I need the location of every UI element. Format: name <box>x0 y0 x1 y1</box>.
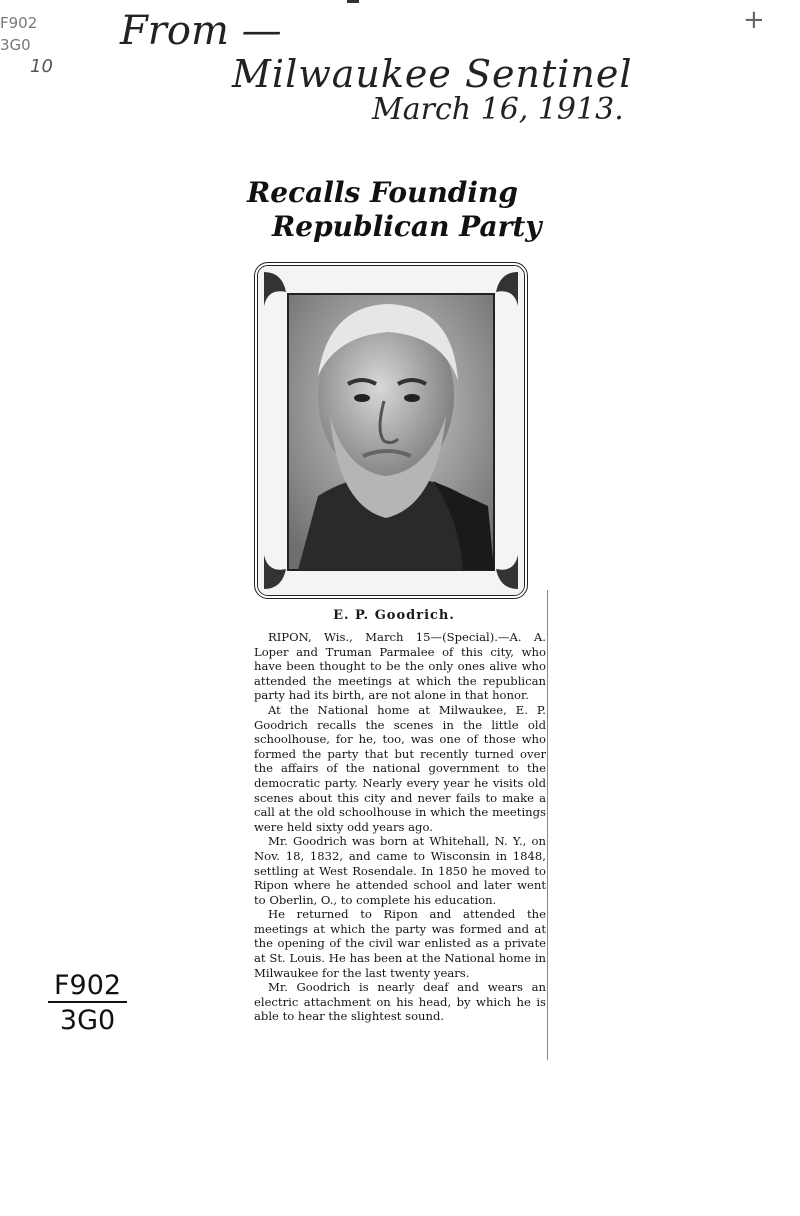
handwritten-from: From — <box>120 8 282 54</box>
article-body <box>254 630 546 1024</box>
article-paragraph: At the National home at Milwaukee, E. P. Goodrich recalls the scenes in the little old schoolhouse, for he, too, was one of those who formed the party that but recently turned over the affairs of the national government to the democratic party. Nearly every year he visits old scenes about this city and never fails to make a call at the old schoolhouse in which the meetings were held sixty odd years ago. <box>254 702 546 834</box>
corner-note-line: F902 <box>0 14 38 32</box>
handwritten-newspaper-name: Milwaukee Sentinel <box>232 52 633 96</box>
portrait-frame <box>254 262 528 599</box>
article-paragraph: Mr. Goodrich was born at Whitehall, N. Y., on Nov. 18, 1832, and came to Wisconsin in 1848, settling at West Rosendale. In 1850 he moved to Ripon where he attended school and later went to Oberlin, O., to complete his education. <box>254 834 546 907</box>
handwritten-call-number <box>48 970 127 1036</box>
article-paragraph: RIPON, Wis., March 15—(Special).—A. A. Loper and Truman Parmalee of this city, who have been thought to be the only ones alive who attended the meetings at which the republican party had its birth, are not alone in that honor. <box>254 630 546 703</box>
headline-line: Recalls Founding <box>247 176 518 209</box>
corner-note-line: 10 <box>30 56 53 77</box>
column-rule <box>547 590 548 1060</box>
call-number-bottom: 3G0 <box>59 1005 116 1036</box>
article-paragraph: Mr. Goodrich is nearly deaf and wears an electric attachment on his head, by which he is able to hear the slightest sound. <box>254 980 546 1024</box>
headline <box>244 176 550 244</box>
call-number-top: F902 <box>48 970 127 1003</box>
photo-caption: E. P. Goodrich. <box>333 608 455 623</box>
handwritten-date: March 16, 1913. <box>372 92 624 127</box>
plus-mark: + <box>743 5 765 35</box>
scan-mark <box>347 0 359 3</box>
portrait-photo <box>258 266 524 595</box>
corner-notes <box>0 12 53 78</box>
headline-line: Republican Party <box>272 210 542 243</box>
article-paragraph: He returned to Ripon and attended the meetings at which the party was formed and at the opening of the civil war enlisted as a private at St. Louis. He has been at the National home in Milwaukee for the last twenty years. <box>254 907 546 980</box>
corner-note-line: 3G0 <box>0 36 31 54</box>
newspaper-clipping <box>244 170 550 1065</box>
